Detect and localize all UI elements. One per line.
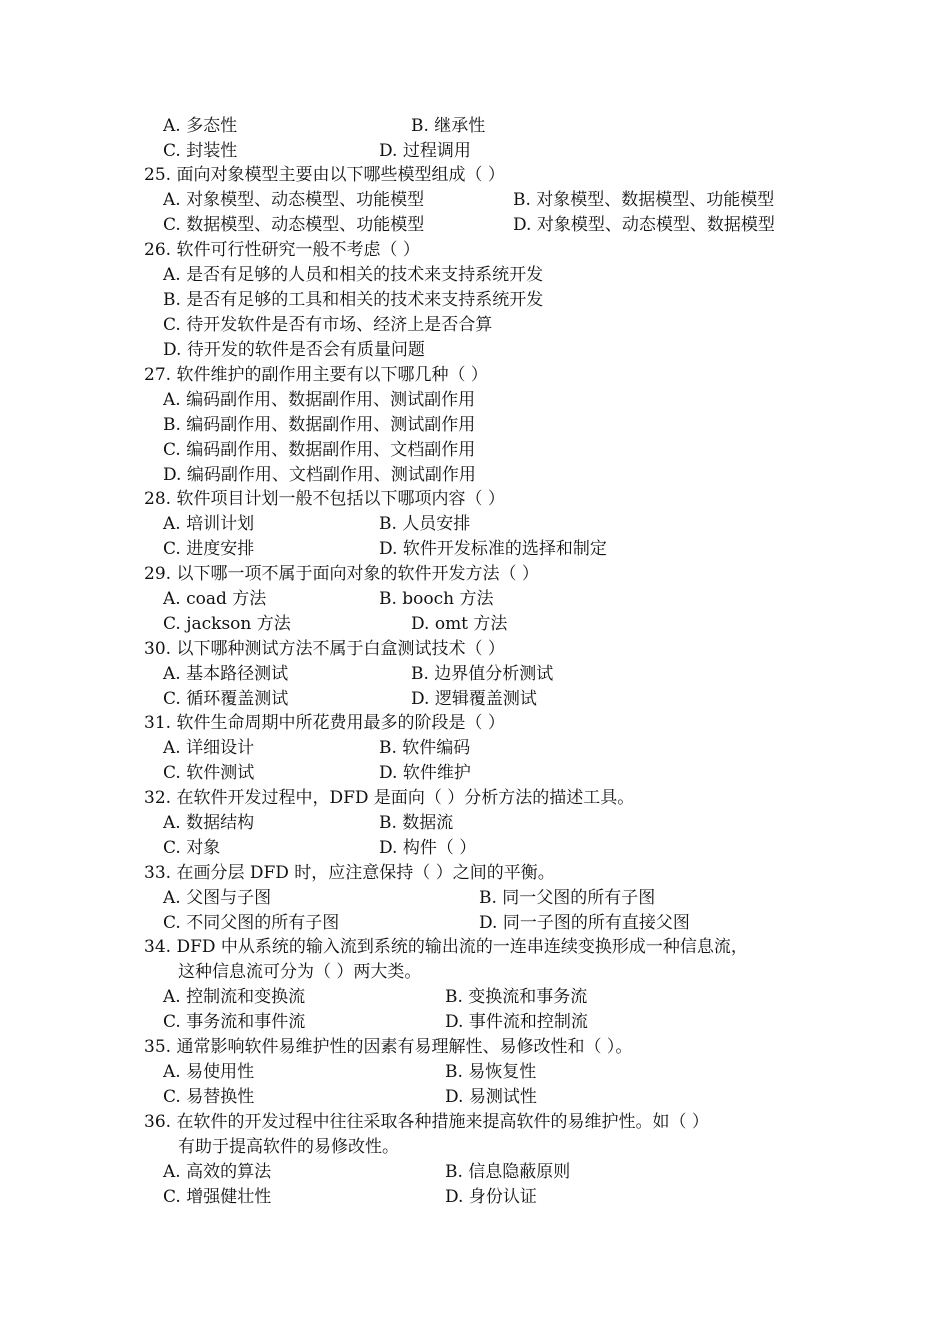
q27-stem: 27. 软件维护的副作用主要有以下哪几种（ ）	[144, 365, 488, 385]
q25-stem: 25. 面向对象模型主要由以下哪些模型组成（ ）	[144, 165, 505, 185]
q36-option-c: C. 增强健壮性	[163, 1187, 272, 1207]
q25-option-a: A. 对象模型、动态模型、功能模型	[163, 190, 425, 210]
q30-option-a: A. 基本路径测试	[163, 664, 289, 684]
q28-option-b: B. 人员安排	[379, 514, 471, 534]
q35-option-b: B. 易恢复性	[445, 1062, 537, 1082]
q35-option-a: A. 易使用性	[163, 1062, 255, 1082]
q33-option-d: D. 同一子图的所有直接父图	[479, 913, 690, 933]
q34-stem-continued: 这种信息流可分为（ ）两大类。	[178, 962, 422, 982]
q34-option-b: B. 变换流和事务流	[445, 987, 588, 1007]
q28-option-d: D. 软件开发标准的选择和制定	[379, 539, 607, 559]
q27-option-c: C. 编码副作用、数据副作用、文档副作用	[163, 440, 476, 460]
q35-option-c: C. 易替换性	[163, 1087, 255, 1107]
q32-stem: 32. 在软件开发过程中，DFD 是面向（ ）分析方法的描述工具。	[144, 788, 635, 808]
q36-option-b: B. 信息隐蔽原则	[445, 1162, 571, 1182]
q36-stem: 36. 在软件的开发过程中往往采取各种措施来提高软件的易维护性。如（ ）	[144, 1112, 709, 1132]
q32-option-a: A. 数据结构	[163, 813, 255, 833]
q26-option-c: C. 待开发软件是否有市场、经济上是否合算	[163, 315, 493, 335]
q26-option-d: D. 待开发的软件是否会有质量问题	[163, 340, 425, 360]
q26-option-b: B. 是否有足够的工具和相关的技术来支持系统开发	[163, 290, 544, 310]
q29-option-c: C. jackson 方法	[163, 614, 291, 634]
q34-option-c: C. 事务流和事件流	[163, 1012, 306, 1032]
q28-option-a: A. 培训计划	[163, 514, 255, 534]
q35-option-d: D. 易测试性	[445, 1087, 537, 1107]
q33-option-c: C. 不同父图的所有子图	[163, 913, 340, 933]
q33-option-b: B. 同一父图的所有子图	[479, 888, 656, 908]
q27-option-b: B. 编码副作用、数据副作用、测试副作用	[163, 415, 476, 435]
q24-option-b: B. 继承性	[411, 116, 486, 136]
q33-option-a: A. 父图与子图	[163, 888, 272, 908]
q30-option-b: B. 边界值分析测试	[411, 664, 554, 684]
q33-stem: 33. 在画分层 DFD 时，应注意保持（ ）之间的平衡。	[144, 863, 555, 883]
q31-option-d: D. 软件维护	[379, 763, 471, 783]
q27-option-d: D. 编码副作用、文档副作用、测试副作用	[163, 465, 476, 485]
q36-stem-continued: 有助于提高软件的易修改性。	[178, 1137, 399, 1157]
q25-option-d: D. 对象模型、动态模型、数据模型	[513, 215, 775, 235]
q30-stem: 30. 以下哪种测试方法不属于白盒测试技术（ ）	[144, 639, 505, 659]
q35-stem: 35. 通常影响软件易维护性的因素有易理解性、易修改性和（ ）。	[144, 1037, 633, 1057]
q24-option-c: C. 封装性	[163, 141, 238, 161]
q31-option-c: C. 软件测试	[163, 763, 255, 783]
q28-stem: 28. 软件项目计划一般不包括以下哪项内容（ ）	[144, 489, 505, 509]
q32-option-c: C. 对象	[163, 838, 221, 858]
q31-option-a: A. 详细设计	[163, 738, 255, 758]
q24-option-d: D. 过程调用	[379, 141, 471, 161]
q25-option-c: C. 数据模型、动态模型、功能模型	[163, 215, 425, 235]
q30-option-d: D. 逻辑覆盖测试	[411, 689, 537, 709]
q29-option-b: B. booch 方法	[379, 589, 494, 609]
q29-option-d: D. omt 方法	[411, 614, 508, 634]
q28-option-c: C. 进度安排	[163, 539, 255, 559]
q29-option-a: A. coad 方法	[163, 589, 267, 609]
q36-option-a: A. 高效的算法	[163, 1162, 272, 1182]
q34-option-a: A. 控制流和变换流	[163, 987, 306, 1007]
q32-option-d: D. 构件（ ）	[379, 838, 477, 858]
q31-stem: 31. 软件生命周期中所花费用最多的阶段是（ ）	[144, 713, 505, 733]
q30-option-c: C. 循环覆盖测试	[163, 689, 289, 709]
q24-option-a: A. 多态性	[163, 116, 238, 136]
q34-stem: 34. DFD 中从系统的输入流到系统的输出流的一连串连续变换形成一种信息流，	[144, 937, 748, 957]
q31-option-b: B. 软件编码	[379, 738, 471, 758]
q26-stem: 26. 软件可行性研究一般不考虑（ ）	[144, 240, 420, 260]
q36-option-d: D. 身份认证	[445, 1187, 537, 1207]
q34-option-d: D. 事件流和控制流	[445, 1012, 588, 1032]
q26-option-a: A. 是否有足够的人员和相关的技术来支持系统开发	[163, 265, 544, 285]
q29-stem: 29. 以下哪一项不属于面向对象的软件开发方法（ ）	[144, 564, 539, 584]
q32-option-b: B. 数据流	[379, 813, 454, 833]
q25-option-b: B. 对象模型、数据模型、功能模型	[513, 190, 775, 210]
q27-option-a: A. 编码副作用、数据副作用、测试副作用	[163, 390, 476, 410]
